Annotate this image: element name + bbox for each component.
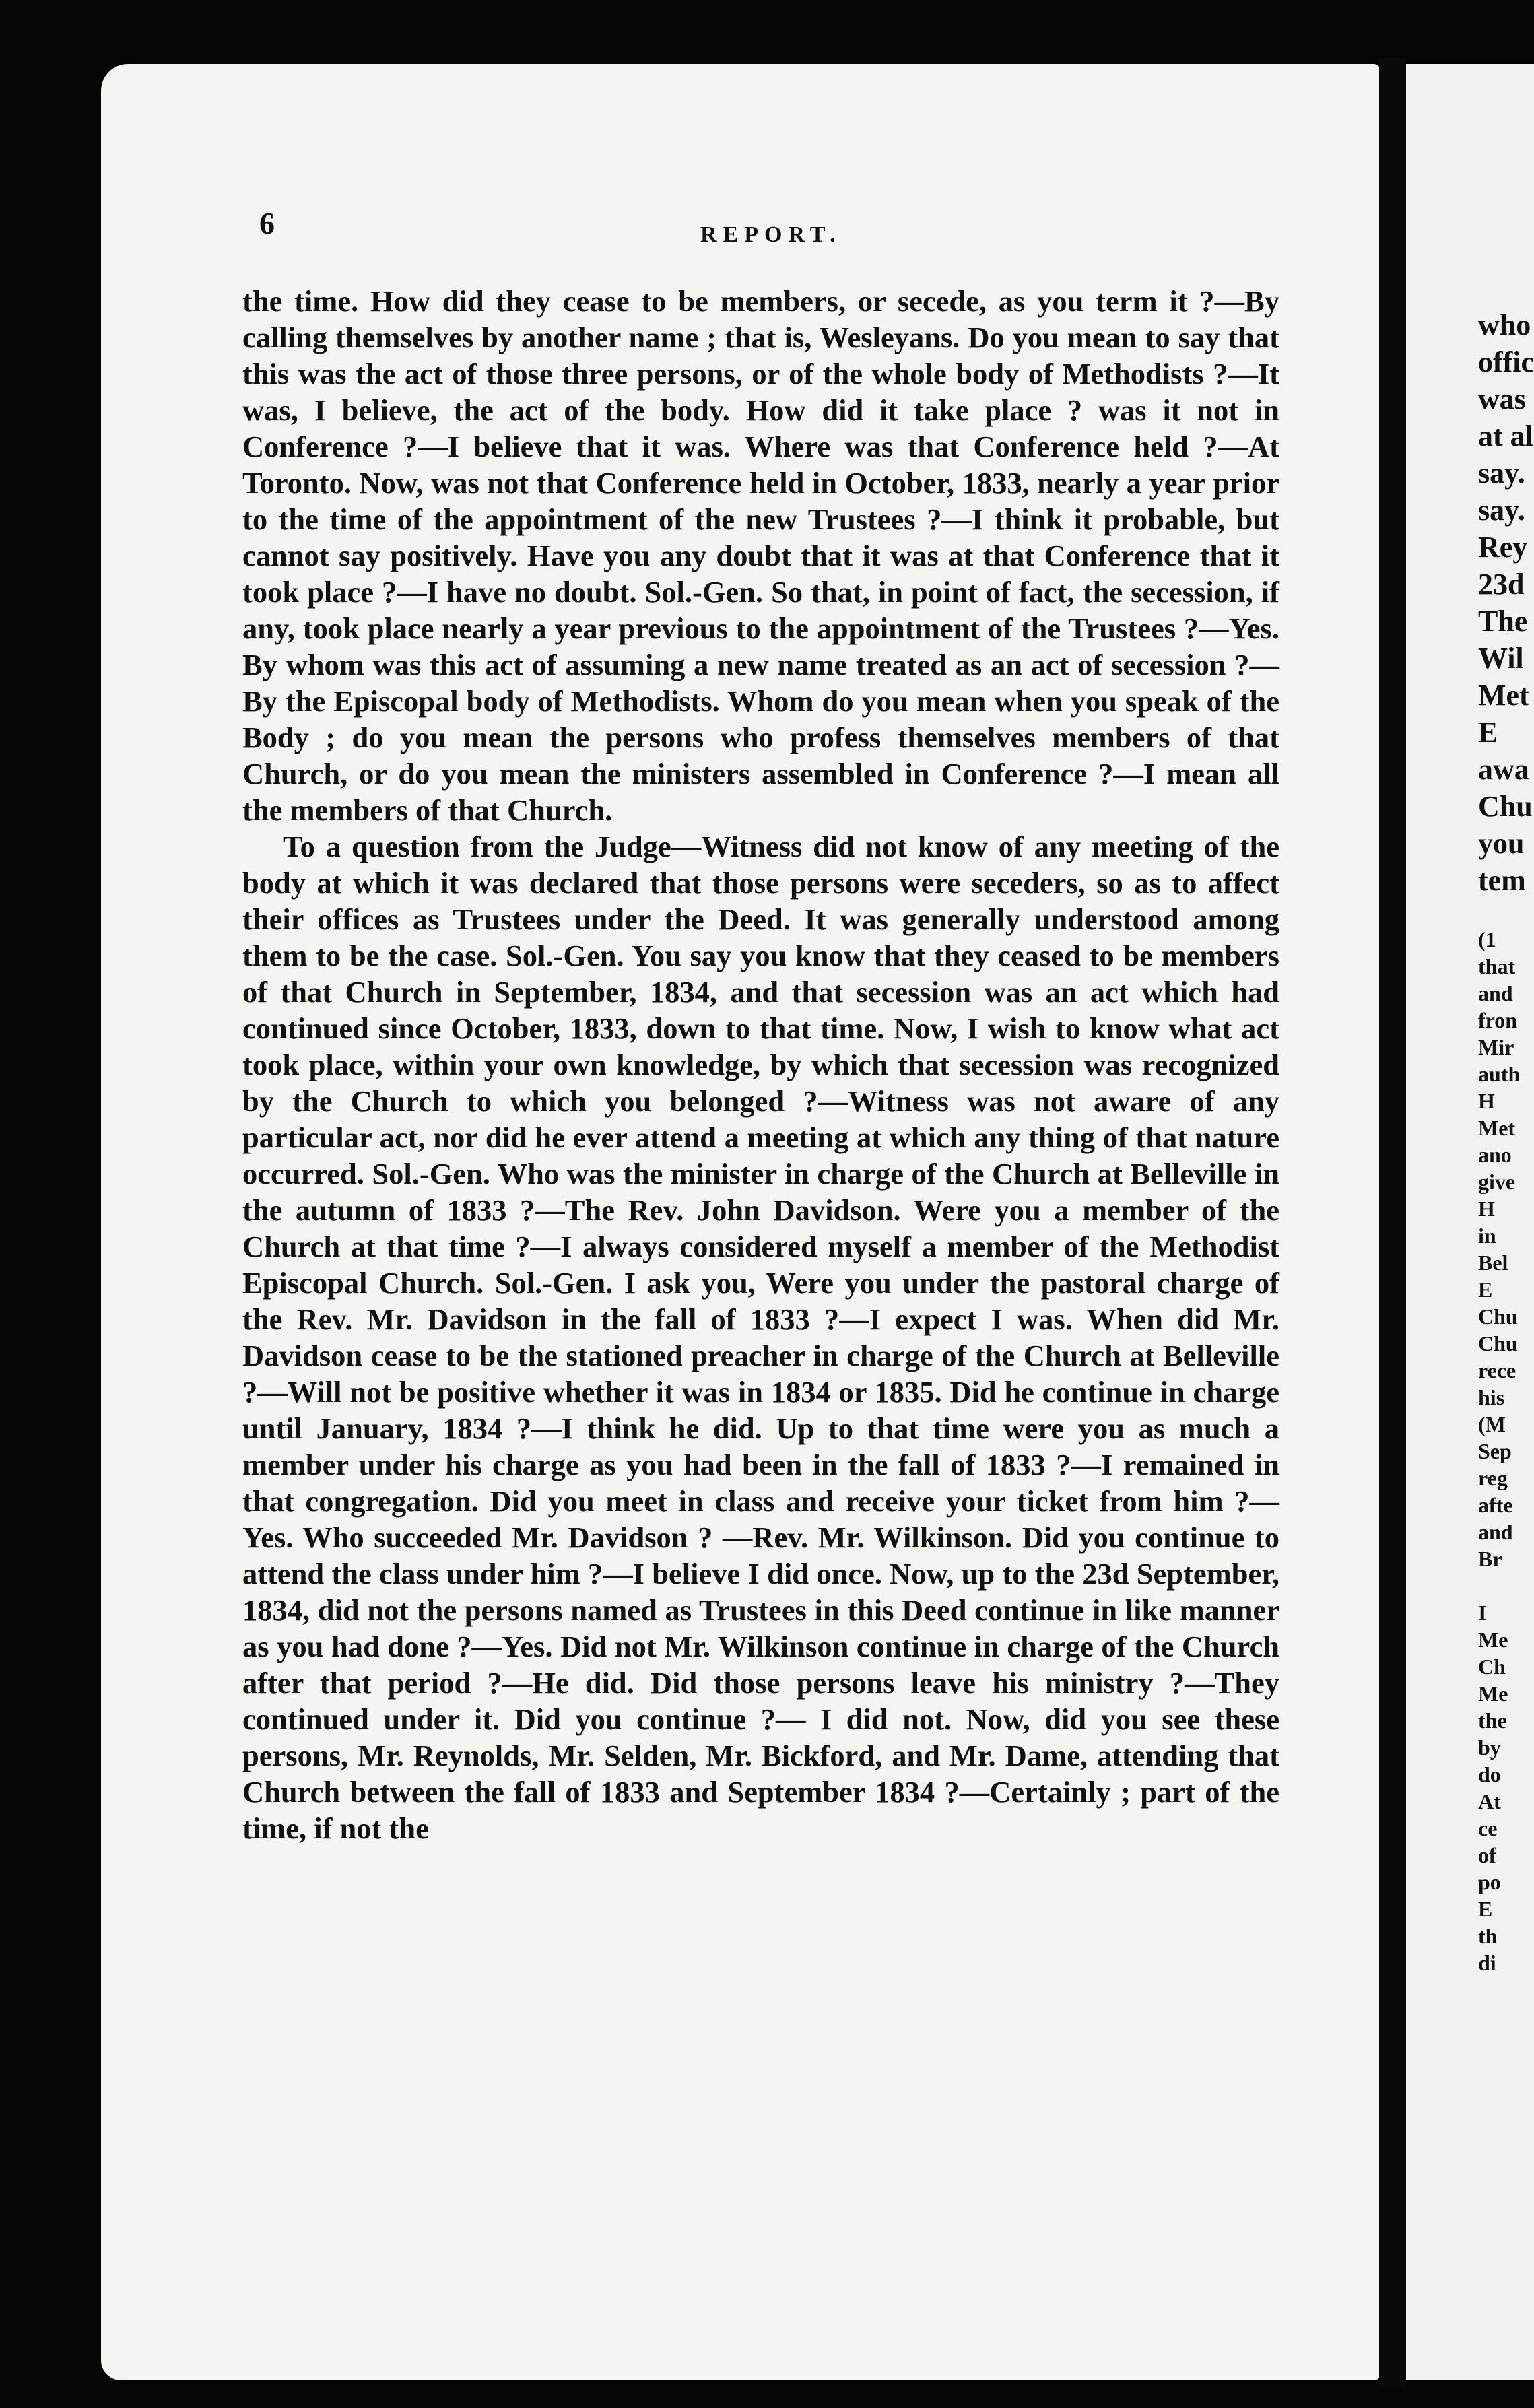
paragraph: To a question from the Judge—Witness did not know of any meeting of the body at which it was declared that those persons were seceders, so as to affect their offices as Trustees under the Deed. It was generally understood among them to be the case. Sol.-Gen. You say you know that they ceased to be members of that Church in September, 1834, and that secession was an act which had continued since October, 1833, down to that time. Now, I wish to know what act took place, within your own knowledge, by which that secession was recognized by the Church to which you belonged ?—Witness was not aware of any particular act, nor did he ever attend a meeting at which any thing of that nature occurred. Sol.-Gen. Who was the minister in charge of the Church at Belleville in the autumn of 1833 ?—The Rev. John Davidson. Were you a member of the Church at that time ?—I always considered myself a member of the Methodist Episcopal Church. Sol.-Gen. I ask you, Were you under the pastoral charge of the Rev. Mr. Davidson in the fall of 1833 ?—I expect I was. When did Mr. Davidson cease to be the stationed preacher in charge of the Church at Belleville ?—Will not be positive whether it was in 1834 or 1835. Did he continue in charge until January, 1834 ?—I think he did. Up to that time were you as much a member under his charge as you had been in the fall of 1833 ?—I remained in that congregation. Did you meet in class and receive your ticket from him ?—Yes. Who succeeded Mr. Davidson ? —Rev. Mr. Wilkinson. Did you continue to attend the class under him ?—I believe I did once. Now, up to the 23d September, 1834, did not the persons named as Trustees in this Deed continue in like manner as you had done ?—Yes. Did not Mr. Wilkinson continue in charge of the Church after that period ?—He did. Did those persons leave his ministry ?—They continued under it. Did you continue ?— I did not. Now, did you see these persons, Mr. Reynolds, Mr. Selden, Mr. Bickford, and Mr. Dame, attending that Church between the fall of 1833 and September 1834 ?—Certainly ; part of the time, if not the — [242, 830, 1279, 1845]
running-head: REPORT. — [700, 222, 842, 247]
fragment-line: (M — [1478, 1412, 1506, 1436]
fragment-line: Sep — [1478, 1439, 1512, 1463]
fragment-line: Chu — [1478, 790, 1533, 823]
fragment-line: tem — [1478, 864, 1526, 897]
fragment-line: awa — [1478, 753, 1529, 786]
paragraph: the time. How did they cease to be members, or secede, as you term it ?—By calling themselves by another name ; that is, Wesleyans. Do you mean to say that this was the act of those three persons, or of the whole body of Methodists ?—It was, I believe, the act of the body. How did it take place ? was it not in Conference ?—I believe that it was. Where was that Conference held ?—At Toronto. Now, was not that Conference held in October, 1833, nearly a year prior to the time of the appointment of the new Trustees ?—I think it probable, but cannot say positively. Have you any doubt that it was at that Conference that it took place ?—I have no doubt. Sol.-Gen. So that, in point of fact, the secession, if any, took place nearly a year previous to the appointment of the Trustees ?—Yes. By whom was this act of assuming a new name treated as an act of secession ?—By the Episcopal body of Methodists. Whom do you mean when you speak of the Body ; do you mean the persons who profess themselves members of that Church, or do you mean the ministers assembled in Conference ?—I mean all the members of that Church. — [242, 284, 1279, 827]
fragment-line: auth — [1478, 1062, 1521, 1086]
fragment-line: At — [1478, 1789, 1501, 1813]
fragment-line: Me — [1478, 1628, 1508, 1652]
fragment-line: th — [1478, 1924, 1498, 1948]
fragment-line: Ch — [1478, 1654, 1506, 1679]
page-number: 6 — [259, 206, 275, 240]
fragment-line: and — [1478, 981, 1513, 1005]
fragment-line: and — [1478, 1520, 1513, 1544]
fragment-line: Chu — [1478, 1304, 1518, 1329]
fragment-line: ce — [1478, 1816, 1498, 1840]
fragment-line: say. — [1478, 494, 1525, 527]
fragment-line: reg — [1478, 1466, 1508, 1490]
fragment-gap — [1478, 899, 1534, 926]
fragment-line: you — [1478, 827, 1525, 860]
fragment-line: by — [1478, 1735, 1501, 1760]
book-gutter — [1379, 57, 1406, 2387]
fragment-line: Met — [1478, 679, 1529, 712]
fragment-line: at al — [1478, 420, 1533, 453]
fragment-line: Br — [1478, 1547, 1502, 1571]
fragment-line: H — [1478, 1197, 1495, 1221]
fragment-line: do — [1478, 1762, 1501, 1786]
fragment-line: 23d — [1478, 568, 1525, 601]
fragment-line: E — [1478, 716, 1498, 749]
fragment-line: of — [1478, 1843, 1496, 1867]
fragment-line: Me — [1478, 1681, 1508, 1706]
fragment-line: his — [1478, 1385, 1505, 1409]
fragment-line: afte — [1478, 1493, 1513, 1517]
fragment-line: The — [1478, 605, 1528, 638]
fragment-line: E — [1478, 1897, 1493, 1921]
fragment-line: Met — [1478, 1116, 1516, 1140]
fragment-line: Rey — [1478, 531, 1528, 564]
fragment-line: Chu — [1478, 1331, 1518, 1356]
fragment-line: H — [1478, 1089, 1495, 1113]
fragment-line: the — [1478, 1708, 1507, 1733]
adjacent-page-fragments — [1478, 306, 1534, 1976]
fragment-line: Bel — [1478, 1250, 1508, 1275]
fragment-line: that — [1478, 954, 1516, 978]
fragment-line: ano — [1478, 1143, 1512, 1167]
fragment-line: offic — [1478, 345, 1534, 378]
fragment-line: (1 — [1478, 927, 1496, 951]
fragment-gap — [1478, 1572, 1534, 1599]
fragment-line: po — [1478, 1870, 1501, 1894]
fragment-line: give — [1478, 1170, 1516, 1194]
fragment-line: rece — [1478, 1358, 1516, 1382]
fragment-line: say. — [1478, 457, 1525, 490]
fragment-line: fron — [1478, 1008, 1518, 1032]
fragment-line: di — [1478, 1951, 1496, 1975]
fragment-line: E — [1478, 1277, 1493, 1302]
fragment-line: who — [1478, 308, 1531, 341]
fragment-line: I — [1478, 1601, 1487, 1625]
fragment-line: was — [1478, 382, 1526, 415]
body-text — [242, 283, 1279, 1846]
fragment-line: in — [1478, 1224, 1496, 1248]
fragment-line: Wil — [1478, 642, 1524, 675]
fragment-line: Mir — [1478, 1035, 1514, 1059]
